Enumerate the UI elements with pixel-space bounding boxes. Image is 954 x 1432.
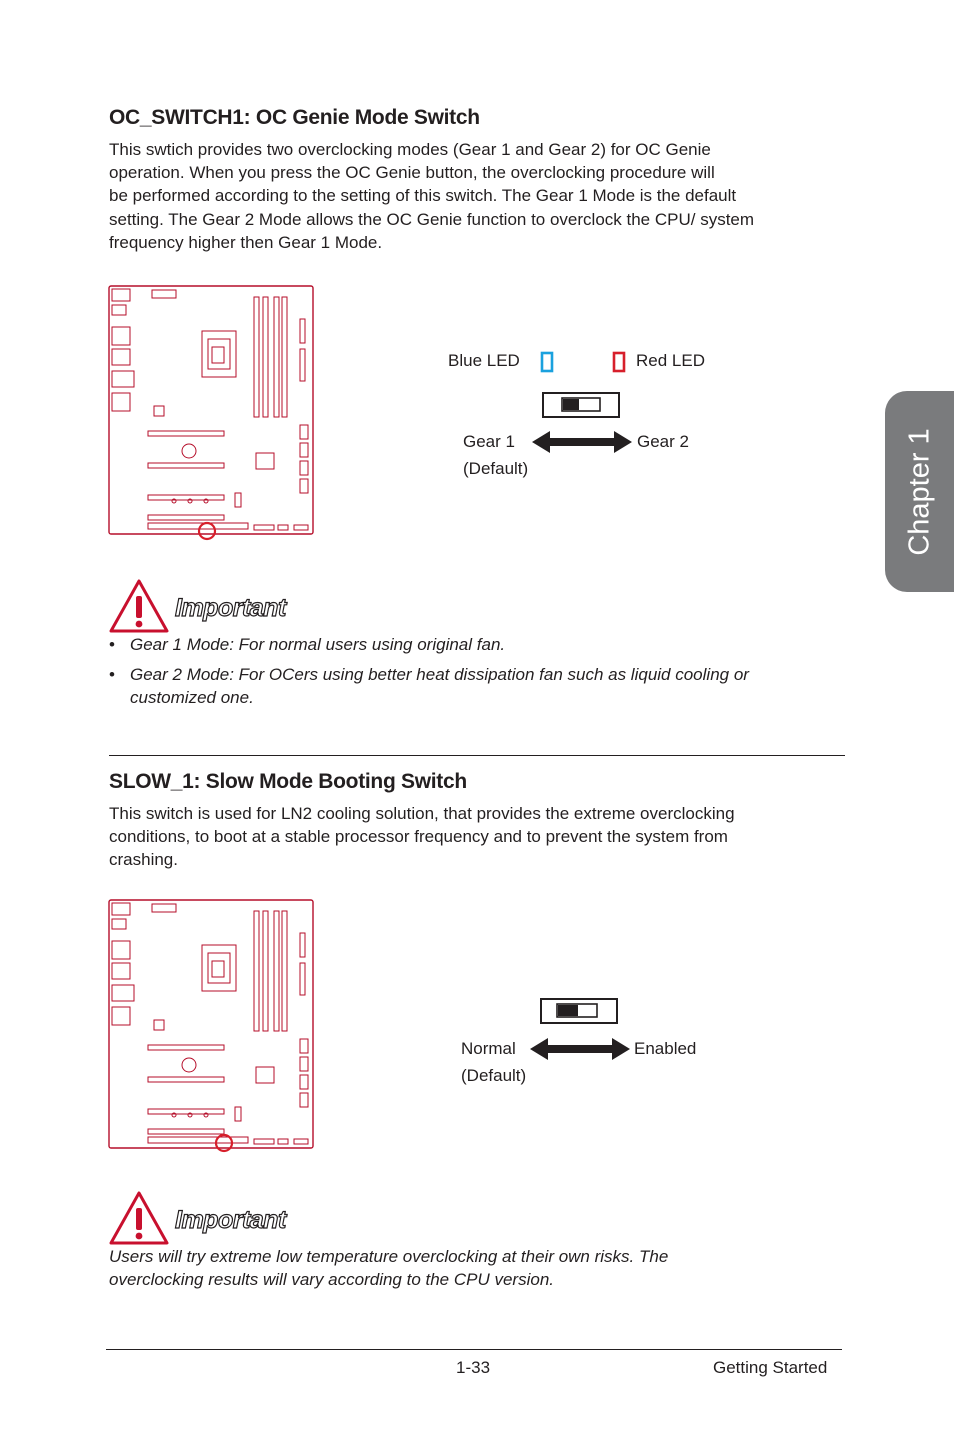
oc-switch-icon [542,392,620,418]
section1-line-3: be performed according to the setting of this switch. The Gear 1 Mode is the default [109,186,737,206]
section2-paragraph [109,802,735,872]
blue-led-icon [540,350,558,374]
section1-line-2: operation. When you press the OC Genie button, the overclocking procedure will [109,163,715,183]
normal-default-text: (Default) [461,1066,527,1085]
red-led-label: Red LED [636,351,705,370]
important-title-2: Important [175,1206,286,1234]
gear1-text: Gear 1 [463,432,515,451]
chapter-tab [885,391,954,592]
important-text-2-line-2: overclocking results will vary according to the CPU version. [109,1270,555,1289]
section2-line-1: This switch is used for LN2 cooling solution, that provides the extreme overclocking [109,804,735,823]
double-arrow-icon [530,427,634,457]
important-bullet-1-text: Gear 1 Mode: For normal users using original fan. [130,635,506,654]
gear1-default-text: (Default) [463,459,529,478]
important-text-2-line-1: Users will try extreme low temperature overclocking at their own risks. The [109,1247,669,1266]
footer-rule [106,1349,842,1350]
section2-heading: SLOW_1: Slow Mode Booting Switch [109,770,467,793]
gear2-label: Gear 2 [637,432,689,451]
section-divider [109,755,845,756]
important-bullet-2-line-1: Gear 2 Mode: For OCers using better heat dissipation fan such as liquid cooling or [130,665,749,684]
important-text-2 [109,1245,668,1291]
section2-line-2: conditions, to boot at a stable processor frequency and to prevent the system from [109,827,728,847]
highlight-circle-oc-switch [199,523,215,539]
chapter-tab-label: Chapter 1 [903,427,935,556]
section1-line-1: This swtich provides two overclocking modes (Gear 1 and Gear 2) for OC Genie [109,140,711,159]
important-bullet-2-line-2: customized one. [130,688,254,707]
red-led-icon [612,350,630,374]
warning-icon [108,578,170,634]
important-title-1: Important [175,594,286,622]
normal-label [461,1035,526,1089]
section1-heading: OC_SWITCH1: OC Genie Mode Switch [109,106,480,129]
blue-led-label: Blue LED [448,351,520,370]
gear1-label [463,428,528,482]
double-arrow-icon-2 [528,1034,632,1064]
normal-text: Normal [461,1039,516,1058]
enabled-label: Enabled [634,1039,697,1058]
motherboard-diagram-2 [104,897,318,1157]
important-bullet-2: • Gear 2 Mode: For OCers using better heat dissipation fan such as liquid cooling or customized one. [109,665,749,707]
section1-line-5: frequency higher then Gear 1 Mode. [109,232,383,252]
section1-line-4: setting. The Gear 2 Mode allows the OC Genie function to overclock the CPU/ system [109,209,755,229]
motherboard-diagram-1 [104,283,318,543]
warning-icon-2 [108,1190,170,1246]
page-number: 1-33 [456,1358,491,1377]
slow-switch-icon [540,998,618,1024]
section2-line-3: crashing. [109,850,178,870]
footer-section-title: Getting Started [713,1358,828,1377]
section1-paragraph [109,138,754,254]
important-bullet-1: • Gear 1 Mode: For normal users using original fan. [109,635,506,654]
